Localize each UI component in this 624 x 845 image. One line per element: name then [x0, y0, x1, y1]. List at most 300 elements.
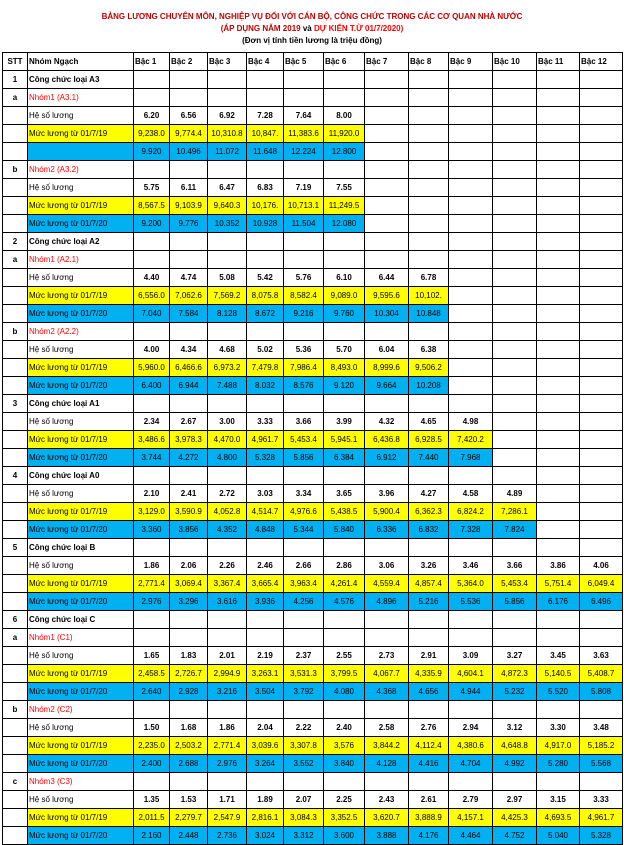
row-label: Mức lương từ 01/7/19: [28, 197, 134, 215]
empty-cell: [3, 647, 28, 665]
salary-2020-cell: 3.312: [284, 827, 324, 845]
salary-2019-cell: 5,140.5: [537, 665, 580, 683]
empty-cell: [324, 467, 365, 485]
coef-cell: [537, 341, 580, 359]
coef-cell: 4.40: [134, 269, 170, 287]
salary-2020-cell: 3.744: [134, 449, 170, 467]
empty-cell: [247, 161, 284, 179]
empty-cell: [537, 395, 580, 413]
empty-cell: [537, 611, 580, 629]
empty-cell: [3, 557, 28, 575]
salary-2019-cell: [409, 125, 449, 143]
salary-2020-cell: [537, 377, 580, 395]
empty-cell: [3, 503, 28, 521]
salary-2019-cell: [365, 125, 409, 143]
table-row-coef: [3, 557, 623, 575]
table-row-s20: [3, 449, 623, 467]
empty-cell: [580, 467, 623, 485]
coef-cell: 5.76: [284, 269, 324, 287]
salary-2020-cell: 4.352: [208, 521, 247, 539]
coef-cell: 6.38: [409, 341, 449, 359]
salary-2020-cell: [537, 215, 580, 233]
table-row-coef: [3, 485, 623, 503]
empty-cell: [449, 71, 493, 89]
salary-2019-cell: 9,238.0: [134, 125, 170, 143]
empty-cell: [365, 323, 409, 341]
coef-cell: 4.74: [170, 269, 208, 287]
salary-2019-cell: 3,978.3: [170, 431, 208, 449]
coef-cell: [493, 341, 537, 359]
table-row-s20: [3, 593, 623, 611]
empty-cell: [134, 89, 170, 107]
empty-cell: [449, 323, 493, 341]
group-label: Công chức loại B: [28, 539, 134, 557]
salary-2019-cell: 7,986.4: [284, 359, 324, 377]
salary-2020-cell: [580, 305, 623, 323]
salary-2020-cell: 10.352: [208, 215, 247, 233]
empty-cell: [365, 71, 409, 89]
empty-cell: [537, 323, 580, 341]
row-label: Hệ số lương: [28, 647, 134, 665]
salary-2019-cell: 2,458.5: [134, 665, 170, 683]
salary-2020-cell: 4.800: [208, 449, 247, 467]
coef-cell: [580, 179, 623, 197]
coef-cell: 4.98: [449, 413, 493, 431]
row-stt: 6: [3, 611, 28, 629]
coef-cell: 6.56: [170, 107, 208, 125]
empty-cell: [3, 305, 28, 323]
salary-2020-cell: 10.208: [409, 377, 449, 395]
empty-cell: [365, 773, 409, 791]
coef-cell: 5.75: [134, 179, 170, 197]
salary-2020-cell: 5.232: [493, 683, 537, 701]
salary-2019-cell: 10,310.8: [208, 125, 247, 143]
empty-cell: [365, 89, 409, 107]
empty-cell: [537, 539, 580, 557]
row-stt: a: [3, 629, 28, 647]
table-row-sub: [3, 701, 623, 719]
row-stt: 5: [3, 539, 28, 557]
salary-2020-cell: 9.776: [170, 215, 208, 233]
salary-2019-cell: 3,367.4: [208, 575, 247, 593]
table-row-coef: [3, 269, 623, 287]
coef-cell: 1.89: [247, 791, 284, 809]
table-row-coef: [3, 413, 623, 431]
coef-cell: 1.65: [134, 647, 170, 665]
group-label: Công chức loại A0: [28, 467, 134, 485]
salary-2020-cell: 4.992: [493, 755, 537, 773]
coef-cell: [537, 269, 580, 287]
empty-cell: [247, 629, 284, 647]
coef-cell: 3.09: [449, 647, 493, 665]
salary-2020-cell: 7.440: [409, 449, 449, 467]
salary-2020-cell: 10.496: [170, 143, 208, 161]
empty-cell: [324, 539, 365, 557]
empty-cell: [493, 467, 537, 485]
salary-2020-cell: [537, 143, 580, 161]
salary-2020-cell: 8.672: [247, 305, 284, 323]
coef-cell: 6.83: [247, 179, 284, 197]
salary-2020-cell: 6.336: [365, 521, 409, 539]
table-row-s19: [3, 737, 623, 755]
empty-cell: [580, 629, 623, 647]
empty-cell: [134, 773, 170, 791]
empty-cell: [409, 233, 449, 251]
salary-2020-cell: 5.328: [247, 449, 284, 467]
table-row-sub: [3, 323, 623, 341]
empty-cell: [247, 539, 284, 557]
coef-cell: 3.12: [493, 719, 537, 737]
coef-cell: 5.42: [247, 269, 284, 287]
empty-cell: [3, 341, 28, 359]
column-header: STT: [3, 53, 28, 71]
coef-cell: 2.73: [365, 647, 409, 665]
empty-cell: [208, 629, 247, 647]
salary-table: [2, 52, 623, 845]
salary-2020-cell: 5.328: [580, 827, 623, 845]
column-header: Bậc 9: [449, 53, 493, 71]
table-row-s20: [3, 143, 623, 161]
coef-cell: 4.58: [449, 485, 493, 503]
empty-cell: [449, 395, 493, 413]
salary-2020-cell: 5.808: [580, 683, 623, 701]
empty-cell: [537, 629, 580, 647]
salary-2020-cell: 4.272: [170, 449, 208, 467]
salary-2020-cell: 4.848: [247, 521, 284, 539]
coef-cell: 4.00: [134, 341, 170, 359]
salary-2019-cell: 3,665.4: [247, 575, 284, 593]
salary-2019-cell: 7,569.2: [208, 287, 247, 305]
empty-cell: [537, 701, 580, 719]
coef-cell: 1.68: [170, 719, 208, 737]
row-label: Hệ số lương: [28, 719, 134, 737]
salary-2019-cell: [537, 125, 580, 143]
coef-cell: [449, 269, 493, 287]
row-label: Hệ số lương: [28, 107, 134, 125]
salary-2020-cell: 4.656: [409, 683, 449, 701]
empty-cell: [324, 233, 365, 251]
empty-cell: [284, 251, 324, 269]
row-label: Mức lương từ 01/7/19: [28, 359, 134, 377]
empty-cell: [409, 773, 449, 791]
table-row-s19: [3, 125, 623, 143]
header-row: [3, 53, 623, 71]
salary-2020-cell: 3.360: [134, 521, 170, 539]
coef-cell: 2.34: [134, 413, 170, 431]
salary-2019-cell: 9,506.2: [409, 359, 449, 377]
salary-2019-cell: 11,920.0: [324, 125, 365, 143]
salary-2019-cell: [493, 197, 537, 215]
salary-2020-cell: 3.216: [208, 683, 247, 701]
coef-cell: 2.41: [170, 485, 208, 503]
empty-cell: [170, 701, 208, 719]
coef-cell: 1.86: [134, 557, 170, 575]
salary-2020-cell: 9.920: [134, 143, 170, 161]
empty-cell: [365, 395, 409, 413]
empty-cell: [247, 611, 284, 629]
salary-2020-cell: 6.944: [170, 377, 208, 395]
coef-cell: 6.11: [170, 179, 208, 197]
salary-2020-cell: [409, 215, 449, 233]
salary-2019-cell: [493, 431, 537, 449]
empty-cell: [324, 251, 365, 269]
coef-cell: 4.34: [170, 341, 208, 359]
salary-2020-cell: 3.552: [284, 755, 324, 773]
salary-2020-cell: 2.976: [208, 755, 247, 773]
salary-2020-cell: [409, 143, 449, 161]
coef-cell: 1.50: [134, 719, 170, 737]
empty-cell: [170, 629, 208, 647]
salary-2019-cell: 4,604.1: [449, 665, 493, 683]
coef-cell: 2.07: [284, 791, 324, 809]
salary-2019-cell: 4,112.4: [409, 737, 449, 755]
coef-cell: 4.06: [580, 557, 623, 575]
salary-2020-cell: 5.536: [449, 593, 493, 611]
coef-cell: 4.89: [493, 485, 537, 503]
coef-cell: 2.61: [409, 791, 449, 809]
salary-2019-cell: [493, 287, 537, 305]
column-header: Bậc 12: [580, 53, 623, 71]
empty-cell: [134, 71, 170, 89]
row-stt: c: [3, 773, 28, 791]
row-label: Hệ số lương: [28, 791, 134, 809]
salary-2020-cell: 5.856: [284, 449, 324, 467]
salary-2020-cell: 9.760: [324, 305, 365, 323]
coef-cell: [409, 179, 449, 197]
empty-cell: [284, 701, 324, 719]
coef-cell: [365, 107, 409, 125]
row-label: Mức lương từ 01/7/20: [28, 683, 134, 701]
empty-cell: [284, 539, 324, 557]
table-row-s19: [3, 575, 623, 593]
empty-cell: [134, 323, 170, 341]
salary-2020-cell: 5.568: [580, 755, 623, 773]
coef-cell: 3.65: [324, 485, 365, 503]
empty-cell: [409, 611, 449, 629]
empty-cell: [449, 233, 493, 251]
table-row-sub: [3, 629, 623, 647]
salary-2019-cell: 3,799.5: [324, 665, 365, 683]
row-label: Hệ số lương: [28, 269, 134, 287]
coef-cell: [537, 485, 580, 503]
empty-cell: [134, 395, 170, 413]
coef-cell: 2.79: [449, 791, 493, 809]
coef-cell: 5.02: [247, 341, 284, 359]
salary-2020-cell: 2.448: [170, 827, 208, 845]
salary-2020-cell: 8.576: [284, 377, 324, 395]
empty-cell: [170, 395, 208, 413]
table-row-coef: [3, 719, 623, 737]
table-row-coef: [3, 179, 623, 197]
coef-cell: 3.99: [324, 413, 365, 431]
empty-cell: [208, 395, 247, 413]
salary-2020-cell: 12.080: [324, 215, 365, 233]
salary-2019-cell: 4,380.6: [449, 737, 493, 755]
salary-2019-cell: [449, 287, 493, 305]
salary-2020-cell: 4.368: [365, 683, 409, 701]
empty-cell: [537, 89, 580, 107]
salary-2019-cell: 5,751.4: [537, 575, 580, 593]
salary-2020-cell: 4.080: [324, 683, 365, 701]
salary-2020-cell: [365, 143, 409, 161]
table-subtitle: [0, 24, 624, 34]
empty-cell: [208, 71, 247, 89]
salary-2019-cell: 2,994.9: [208, 665, 247, 683]
salary-2019-cell: 5,945.1: [324, 431, 365, 449]
column-header: Bậc 4: [247, 53, 284, 71]
salary-2020-cell: [449, 305, 493, 323]
coef-cell: 3.66: [284, 413, 324, 431]
salary-2020-cell: 7.488: [208, 377, 247, 395]
table-row-s19: [3, 197, 623, 215]
coef-cell: 3.27: [493, 647, 537, 665]
subgroup-label: Nhóm1 (A2.1): [28, 251, 134, 269]
table-row-s20: [3, 755, 623, 773]
empty-cell: [134, 701, 170, 719]
empty-cell: [134, 611, 170, 629]
salary-2019-cell: [409, 197, 449, 215]
empty-cell: [3, 377, 28, 395]
empty-cell: [247, 251, 284, 269]
row-stt: b: [3, 161, 28, 179]
empty-cell: [580, 161, 623, 179]
empty-cell: [3, 215, 28, 233]
column-header: Bậc 7: [365, 53, 409, 71]
row-label: Mức lương từ 01/7/19: [28, 809, 134, 827]
salary-2020-cell: 7.040: [134, 305, 170, 323]
salary-2020-cell: 9.120: [324, 377, 365, 395]
salary-2019-cell: 9,774.4: [170, 125, 208, 143]
salary-2019-cell: 3,590.9: [170, 503, 208, 521]
salary-2019-cell: 7,062.6: [170, 287, 208, 305]
salary-2020-cell: 4.896: [365, 593, 409, 611]
table-row-s20: [3, 215, 623, 233]
salary-2019-cell: 2,771.4: [208, 737, 247, 755]
salary-2019-cell: 5,364.0: [449, 575, 493, 593]
empty-cell: [170, 611, 208, 629]
empty-cell: [493, 611, 537, 629]
empty-cell: [493, 701, 537, 719]
salary-2019-cell: 6,973.2: [208, 359, 247, 377]
table-row-coef: [3, 341, 623, 359]
table-row-s20: [3, 521, 623, 539]
salary-2019-cell: 3,963.4: [284, 575, 324, 593]
salary-2020-cell: [493, 215, 537, 233]
coef-cell: 4.68: [208, 341, 247, 359]
column-header: Nhóm Ngạch: [28, 53, 134, 71]
salary-2019-cell: 9,103.9: [170, 197, 208, 215]
salary-2020-cell: 3.296: [170, 593, 208, 611]
empty-cell: [247, 71, 284, 89]
salary-2020-cell: 6.384: [324, 449, 365, 467]
empty-cell: [3, 197, 28, 215]
salary-2020-cell: 6.832: [409, 521, 449, 539]
empty-cell: [365, 161, 409, 179]
empty-cell: [247, 323, 284, 341]
empty-cell: [409, 323, 449, 341]
salary-2019-cell: 4,067.7: [365, 665, 409, 683]
coef-cell: 3.86: [537, 557, 580, 575]
coef-cell: [449, 341, 493, 359]
unit-note: (Đơn vị tính tiền lương là triệu đồng): [242, 36, 382, 45]
salary-2019-cell: 8,493.0: [324, 359, 365, 377]
salary-2019-cell: 3,263.1: [247, 665, 284, 683]
empty-cell: [284, 611, 324, 629]
salary-2019-cell: 6,556.0: [134, 287, 170, 305]
row-label: Mức lương từ 01/7/19: [28, 287, 134, 305]
empty-cell: [284, 773, 324, 791]
empty-cell: [409, 251, 449, 269]
table-row-group: [3, 71, 623, 89]
salary-2020-cell: [493, 449, 537, 467]
coef-cell: 2.91: [409, 647, 449, 665]
salary-2020-cell: 8.128: [208, 305, 247, 323]
salary-2019-cell: [580, 359, 623, 377]
coef-cell: 2.37: [284, 647, 324, 665]
salary-2019-cell: 4,470.0: [208, 431, 247, 449]
empty-cell: [324, 773, 365, 791]
empty-cell: [537, 467, 580, 485]
table-row-sub: [3, 773, 623, 791]
empty-cell: [3, 737, 28, 755]
coef-cell: 2.04: [247, 719, 284, 737]
salary-2019-cell: 7,286.1: [493, 503, 537, 521]
table-row-group: [3, 395, 623, 413]
salary-2019-cell: 6,436.8: [365, 431, 409, 449]
empty-cell: [324, 611, 365, 629]
empty-cell: [580, 773, 623, 791]
empty-cell: [537, 773, 580, 791]
salary-2020-cell: [580, 521, 623, 539]
table-row-group: [3, 233, 623, 251]
salary-2019-cell: [580, 503, 623, 521]
coef-cell: 3.96: [365, 485, 409, 503]
salary-2019-cell: 6,466.6: [170, 359, 208, 377]
row-label: Hệ số lương: [28, 179, 134, 197]
subgroup-label: Nhóm1 (C1): [28, 629, 134, 647]
salary-2020-cell: 10.928: [247, 215, 284, 233]
salary-2020-cell: 10.304: [365, 305, 409, 323]
row-label: Hệ số lương: [28, 485, 134, 503]
row-label: Hệ số lương: [28, 413, 134, 431]
salary-2020-cell: 6.496: [580, 593, 623, 611]
empty-cell: [3, 485, 28, 503]
salary-2020-cell: [449, 377, 493, 395]
salary-2020-cell: [537, 521, 580, 539]
salary-2020-cell: 6.912: [365, 449, 409, 467]
row-label: Hệ số lương: [28, 341, 134, 359]
salary-2019-cell: 10,102.: [409, 287, 449, 305]
coef-cell: 7.19: [284, 179, 324, 197]
row-label: Mức lương từ 01/7/20: [28, 521, 134, 539]
table-row-s20: [3, 683, 623, 701]
empty-cell: [3, 287, 28, 305]
salary-2019-cell: 5,453.4: [284, 431, 324, 449]
empty-cell: [170, 89, 208, 107]
empty-cell: [3, 521, 28, 539]
coef-cell: 2.72: [208, 485, 247, 503]
salary-2019-cell: 4,425.3: [493, 809, 537, 827]
empty-cell: [580, 233, 623, 251]
table-row-s19: [3, 665, 623, 683]
empty-cell: [409, 701, 449, 719]
coef-cell: 2.97: [493, 791, 537, 809]
salary-2019-cell: [493, 359, 537, 377]
empty-cell: [170, 233, 208, 251]
coef-cell: [580, 341, 623, 359]
salary-2020-cell: 2.640: [134, 683, 170, 701]
row-label: [28, 143, 134, 161]
